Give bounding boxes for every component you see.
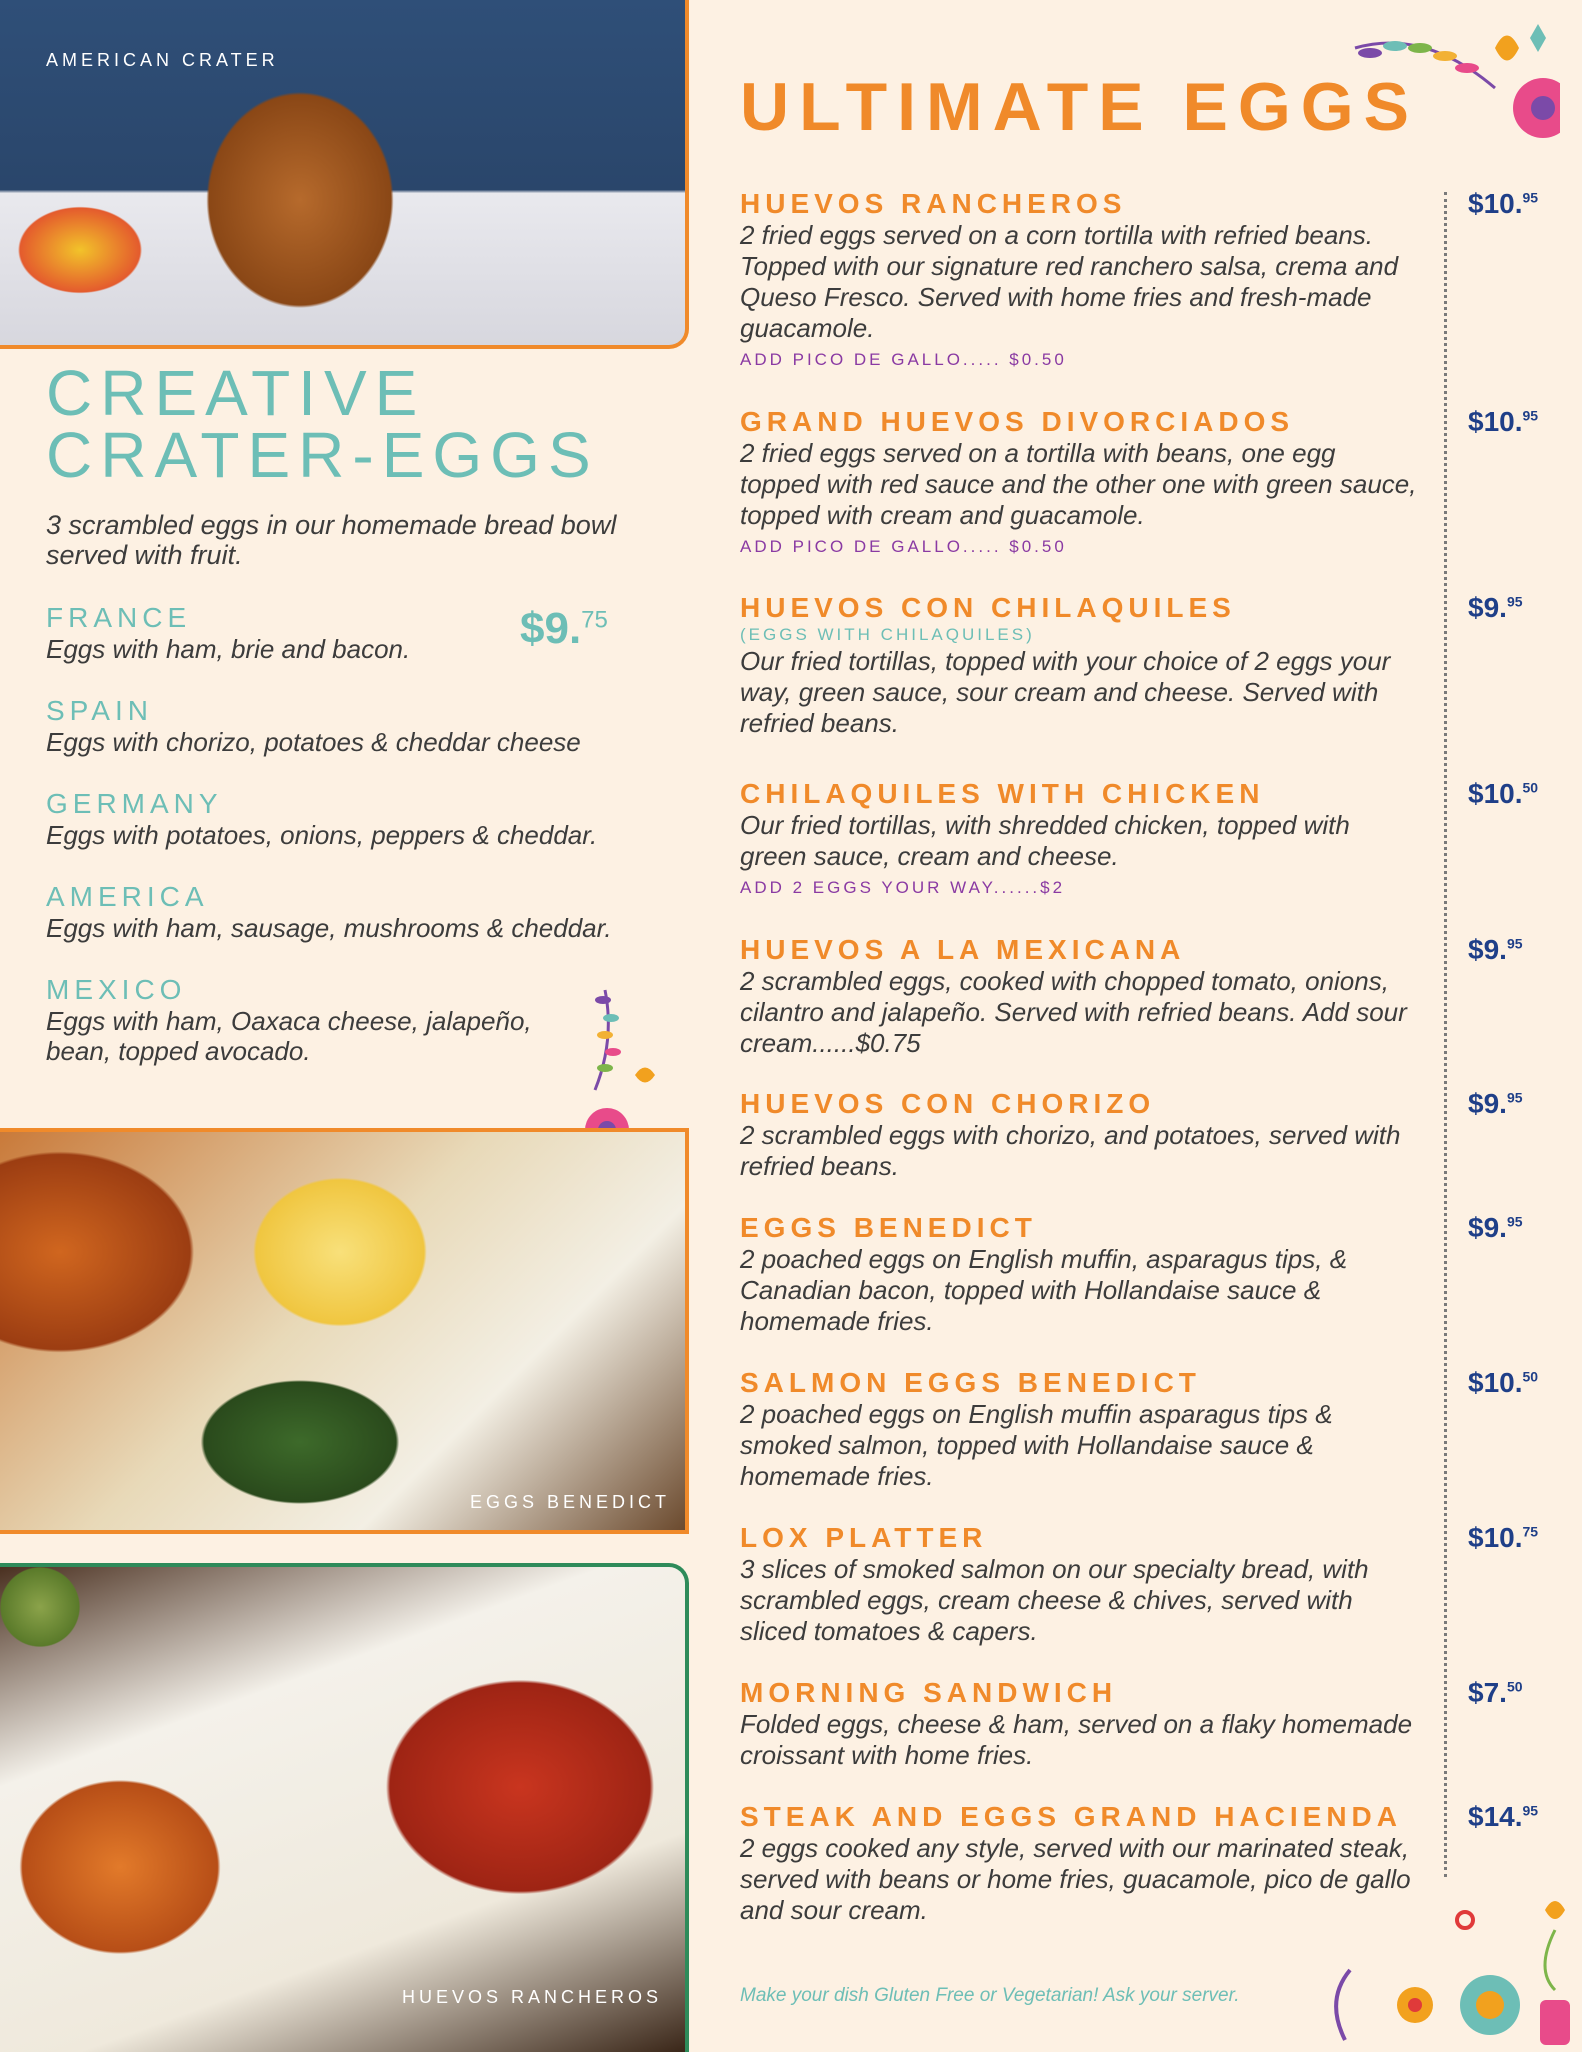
list-item [46,788,666,881]
photo-caption-eggs-benedict: EGGS BENEDICT [470,1492,671,1512]
price-cents: 50 [1522,1368,1539,1385]
item-addon: ADD PICO DE GALLO..... $0.50 [740,350,1067,369]
list-item [46,881,666,974]
menu-item-huevos-con-chorizo [740,1088,1420,1182]
price-main: $9. [1468,1212,1507,1243]
price-cents: 50 [1506,1678,1523,1695]
price-main: $9. [520,604,582,653]
ultimate-eggs-title: ULTIMATE EGGS [740,69,1420,145]
item-desc: Our fried tortillas, with shredded chicken, topped with green sauce, cream and cheese. [740,810,1350,871]
price-main: $9. [1468,592,1507,623]
price-cents: 95 [1522,407,1539,424]
title-line-1: CREATIVE [46,357,426,429]
price-lox-platter [1468,1522,1538,1554]
menu-item-huevos-rancheros [740,188,1420,372]
price-main: $10. [1468,406,1523,437]
creative-variants-list [46,602,666,1067]
menu-item-grand-huevos-divorciados [740,406,1420,559]
list-item [46,974,566,1067]
price-cents: 95 [1506,935,1523,952]
price-cents: 95 [1506,1213,1523,1230]
item-desc: 2 poached eggs on English muffin, asparagus tips, & Canadian bacon, topped with Hollandaise sauce & homemade fries. [740,1244,1348,1336]
price-salmon-eggs-benedict [1468,1367,1538,1399]
item-name: STEAK AND EGGS GRAND HACIENDA [740,1801,1402,1832]
variant-desc: Eggs with ham, brie and bacon. [46,634,411,664]
floral-decoration-bottom-icon [1315,1890,1577,2045]
price-chilaquiles-with-chicken [1468,778,1538,810]
menu-item-eggs-benedict [740,1212,1420,1337]
price-eggs-benedict [1468,1212,1523,1244]
item-name: EGGS BENEDICT [740,1212,1037,1243]
price-main: $7. [1468,1677,1507,1708]
menu-item-salmon-eggs-benedict [740,1367,1420,1492]
item-desc: 2 poached eggs on English muffin asparagus tips & smoked salmon, topped with Hollandaise sauce & homemade fries. [740,1399,1333,1491]
footnote: Make your dish Gluten Free or Vegetarian! Ask your server. [740,1985,1240,2006]
item-desc: Our fried tortillas, topped with your choice of 2 eggs your way, green sauce, sour cream and cheese. Served with refried beans. [740,646,1391,738]
variant-desc: Eggs with potatoes, onions, peppers & cheddar. [46,820,598,850]
list-item [46,602,666,695]
title-line-2: CRATER-EGGS [46,419,599,491]
price-huevos-con-chilaquiles [1468,592,1523,624]
price-main: $14. [1468,1801,1523,1832]
item-name: GRAND HUEVOS DIVORCIADOS [740,406,1295,437]
photo-huevos-rancheros [0,1563,689,2052]
variant-name: AMERICA [46,881,209,912]
price-cents: 75 [1522,1523,1539,1540]
price-main: $10. [1468,1367,1523,1398]
price-huevos-con-chorizo [1468,1088,1523,1120]
item-addon: ADD PICO DE GALLO..... $0.50 [740,537,1067,556]
price-huevos-rancheros [1468,188,1538,220]
list-item [46,695,666,788]
price-huevos-a-la-mexicana [1468,934,1523,966]
item-desc: 2 fried eggs served on a corn tortilla with refried beans. Topped with our signature red ranchero salsa, crema and Queso Fresco. Served with home fries and fresh-made guacamole. [740,220,1399,343]
price-cents: 95 [1522,189,1539,206]
price-cents: 50 [1522,779,1539,796]
price-main: $10. [1468,188,1523,219]
photo-eggs-benedict [0,1128,689,1534]
variant-name: MEXICO [46,974,187,1005]
item-desc: 2 eggs cooked any style, served with our marinated steak, served with beans or home fries, guacamole, pico de gallo and sour cream. [740,1833,1411,1925]
price-grand-huevos-divorciados [1468,406,1538,438]
item-name: HUEVOS CON CHILAQUILES [740,592,1236,623]
price-main: $9. [1468,1088,1507,1119]
price-cents: 95 [1506,593,1523,610]
item-desc: 2 scrambled eggs with chorizo, and potatoes, served with refried beans. [740,1120,1401,1181]
photo-caption-american-crater: AMERICAN CRATER [46,50,279,70]
variant-name: FRANCE [46,602,192,633]
menu-item-morning-sandwich [740,1677,1420,1771]
price-main: $10. [1468,1522,1523,1553]
variant-desc: Eggs with chorizo, potatoes & cheddar cheese [46,727,581,757]
price-cents: 95 [1522,1802,1539,1819]
price-leader-dots [1444,192,1447,1877]
menu-item-lox-platter [740,1522,1420,1647]
creative-crater-eggs-title [46,357,666,491]
item-name: LOX PLATTER [740,1522,988,1553]
price-steak-and-eggs [1468,1801,1538,1833]
item-name: HUEVOS CON CHORIZO [740,1088,1156,1119]
photo-american-crater [0,0,689,349]
item-desc: Folded eggs, cheese & ham, served on a flaky homemade croissant with home fries. [740,1709,1413,1770]
item-desc: 2 fried eggs served on a tortilla with beans, one egg topped with red sauce and the other one with green sauce, topped with cream and guacamole. [740,438,1417,530]
item-name: HUEVOS RANCHEROS [740,188,1127,219]
price-main: $9. [1468,934,1507,965]
item-subtitle: (EGGS WITH CHILAQUILES) [740,625,1035,644]
variant-desc: Eggs with ham, Oaxaca cheese, jalapeño, bean, topped avocado. [46,1006,532,1066]
item-addon: ADD 2 EGGS YOUR WAY......$2 [740,878,1066,897]
item-desc: 3 slices of smoked salmon on our specialty bread, with scrambled eggs, cream cheese & chives, served with sliced tomatoes & capers. [740,1554,1369,1646]
menu-item-huevos-a-la-mexicana [740,934,1420,1059]
price-main: $10. [1468,778,1523,809]
price-morning-sandwich [1468,1677,1523,1709]
variant-name: SPAIN [46,695,153,726]
item-desc: 2 scrambled eggs, cooked with chopped tomato, onions, cilantro and jalapeño. Served with refried beans. Add sour cream......$0.75 [740,966,1407,1058]
creative-description: 3 scrambled eggs in our homemade bread bowl served with fruit. [46,510,617,570]
menu-item-huevos-con-chilaquiles [740,592,1420,739]
variant-desc: Eggs with ham, sausage, mushrooms & cheddar. [46,913,612,943]
variant-name: GERMANY [46,788,223,819]
item-name: HUEVOS A LA MEXICANA [740,934,1186,965]
item-name: SALMON EGGS BENEDICT [740,1367,1201,1398]
item-name: MORNING SANDWICH [740,1677,1118,1708]
price-cents: 95 [1506,1089,1523,1106]
item-name: CHILAQUILES WITH CHICKEN [740,778,1265,809]
price-cents: 75 [581,606,608,634]
menu-item-chilaquiles-with-chicken [740,778,1420,900]
photo-caption-huevos-rancheros: HUEVOS RANCHEROS [402,1987,663,2007]
